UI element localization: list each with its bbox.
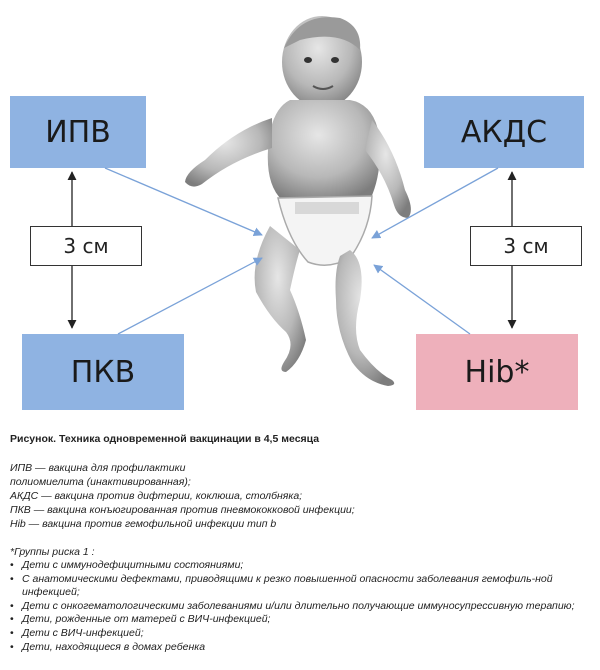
legend-line: полиомиелита (инактивированная); [10,476,191,488]
risk-groups-title: *Группы риска 1 : [10,546,95,558]
legend-line: ИПВ — вакцина для профилактики [10,462,186,474]
hib-site-arrow [374,265,470,334]
list-item: • Дети с ВИЧ-инфекцией; [10,627,595,641]
akds-label: АКДС [460,114,548,150]
list-item: • Дети, рожденные от матерей с ВИЧ-инфекцией; [10,613,595,627]
list-item: • Дети, находящиеся в домах ребенка [10,641,595,655]
figure-caption: Рисунок. Техника одновременной вакцинации в 4,5 месяца [10,433,320,445]
abbreviation-legend [10,461,355,531]
right-distance-label: 3 см [503,234,549,258]
list-item: • Дети с онкогематологическими заболеваниями и/или длительно получающие иммуносупрессивную терапию; [10,600,595,614]
left-distance-box [30,226,142,266]
list-item: • Дети с иммунодефицитными состояниями; [10,559,595,573]
legend-line: АКДС — вакцина против дифтерии, коклюша, столбняка; [10,490,303,502]
legend-line: ПКВ — вакцина конъюгированная против пневмококковой инфекции; [10,504,355,516]
ipv-label: ИПВ [45,114,111,150]
left-distance-label: 3 см [63,234,109,258]
legend-line: Hib — вакцина против гемофильной инфекции тип b [10,518,277,530]
risk-groups-list [10,559,595,654]
pkv-label: ПКВ [70,354,136,390]
hib-label: Hib* [464,354,530,390]
list-item: • С анатомическими дефектами, приводящими к резко повышенной опасности заболевания гемофиль-ной инфекцией; [10,573,595,600]
right-distance-box [470,226,582,266]
ipv-site-arrow [105,168,262,235]
pkv-site-arrow [118,258,262,334]
